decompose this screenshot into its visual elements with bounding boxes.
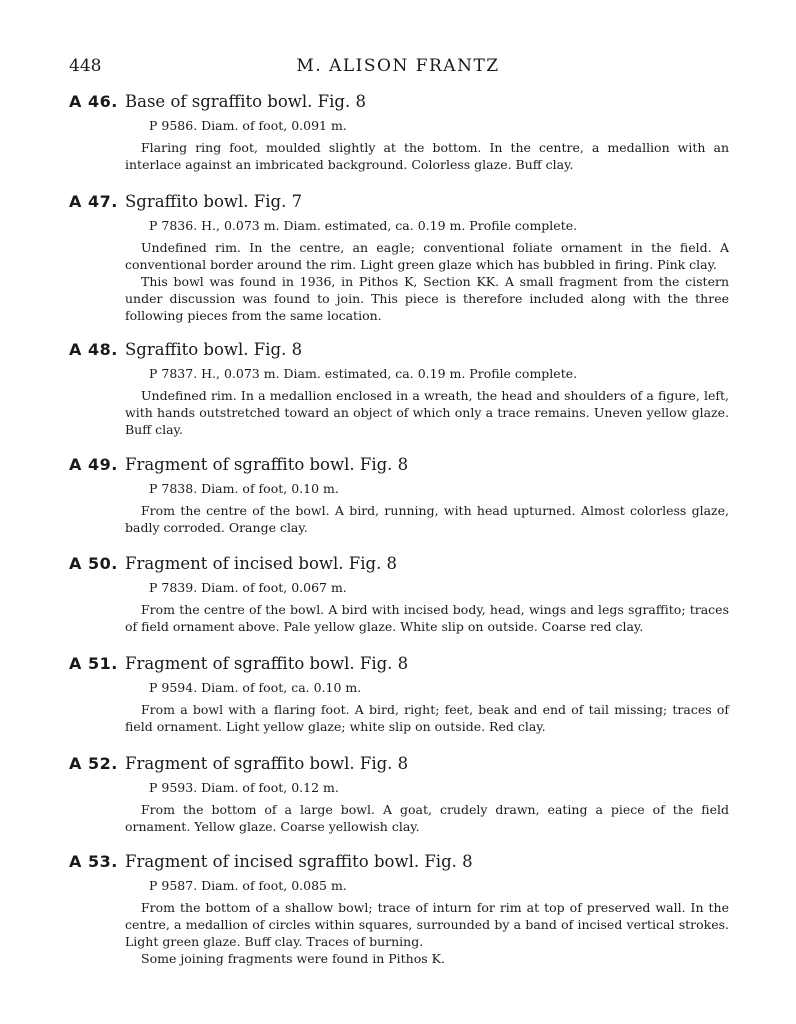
catalog-line: P 7839. Diam. of foot, 0.067 m. [149, 580, 347, 595]
entry-number: A 51. [69, 654, 118, 673]
entry-description: This bowl was found in 1936, in Pithos K, Section KK. A small fragment from the cistern under discussion was found to join. This piece is therefore included along with the three following pieces from the same location. [125, 274, 729, 323]
entry-number: A 48. [69, 340, 118, 359]
entry-description: Undefined rim. In the centre, an eagle; conventional foliate ornament in the field. A conventional border around the rim. Light green glaze which has bubbled in firing. Pink clay. [125, 240, 729, 272]
entry-description: From the bottom of a large bowl. A goat, crudely drawn, eating a piece of the field ornament. Yellow glaze. Coarse yellowish clay. [125, 802, 729, 834]
entry-number: A 47. [69, 192, 118, 211]
page-number: 448 [69, 56, 102, 76]
entry-number: A 50. [69, 554, 118, 573]
catalog-entry-a50 [69, 554, 729, 635]
entry-number: A 49. [69, 455, 118, 474]
entry-description: Flaring ring foot, moulded slightly at the bottom. In the centre, a medallion with an interlace against an imbricated background. Colorless glaze. Buff clay. [125, 140, 729, 172]
entry-title: Fragment of sgraffito bowl. Fig. 8 [125, 654, 409, 673]
entry-description: From the centre of the bowl. A bird with incised body, head, wings and legs sgraffito; traces of field ornament above. Pale yellow glaze. White slip on outside. Coarse red clay. [125, 602, 729, 634]
entry-title: Sgraffito bowl. Fig. 8 [125, 340, 303, 359]
running-head [69, 56, 727, 80]
entry-description: From a bowl with a flaring foot. A bird, right; feet, beak and end of tail missing; traces of field ornament. Light yellow glaze; white slip on outside. Red clay. [125, 702, 729, 734]
catalog-line: P 9593. Diam. of foot, 0.12 m. [149, 780, 339, 795]
catalog-entry-a52 [69, 754, 729, 835]
catalog-line: P 7836. H., 0.073 m. Diam. estimated, ca. 0.19 m. Profile complete. [149, 218, 578, 233]
catalog-line: P 9594. Diam. of foot, ca. 0.10 m. [149, 680, 362, 695]
catalog-entry-a49 [69, 455, 729, 536]
entry-title: Fragment of sgraffito bowl. Fig. 8 [125, 455, 409, 474]
entry-title: Fragment of sgraffito bowl. Fig. 8 [125, 754, 409, 773]
entry-description: From the centre of the bowl. A bird, running, with head upturned. Almost colorless glaze, badly corroded. Orange clay. [125, 503, 729, 535]
catalog-line: P 9586. Diam. of foot, 0.091 m. [149, 118, 347, 133]
running-head-author: M. ALISON FRANTZ [296, 56, 500, 76]
entry-title: Fragment of incised bowl. Fig. 8 [125, 554, 398, 573]
catalog-line: P 7837. H., 0.073 m. Diam. estimated, ca. 0.19 m. Profile complete. [149, 366, 578, 381]
entry-number: A 53. [69, 852, 118, 871]
entry-description: Undefined rim. In a medallion enclosed in a wreath, the head and shoulders of a figure, left, with hands outstretched toward an object of which only a trace remains. Uneven yellow glaze. Buff clay. [125, 388, 729, 437]
entry-number: A 46. [69, 92, 118, 111]
catalog-entry-a47 [69, 192, 729, 324]
catalog-entry-a51 [69, 654, 729, 735]
catalog-line: P 7838. Diam. of foot, 0.10 m. [149, 481, 339, 496]
catalog-entry-a46 [69, 92, 729, 173]
entry-title: Sgraffito bowl. Fig. 7 [125, 192, 303, 211]
entry-title: Fragment of incised sgraffito bowl. Fig. 8 [125, 852, 473, 871]
entry-number: A 52. [69, 754, 118, 773]
entry-title: Base of sgraffito bowl. Fig. 8 [125, 92, 366, 111]
catalog-entry-a53 [69, 852, 729, 967]
entry-description: Some joining fragments were found in Pithos K. [141, 951, 445, 966]
catalog-line: P 9587. Diam. of foot, 0.085 m. [149, 878, 347, 893]
catalog-entry-a48 [69, 340, 729, 438]
entry-description: From the bottom of a shallow bowl; trace of inturn for rim at top of preserved wall. In the centre, a medallion of circles within squares, surrounded by a band of incised vertical strokes. Light green glaze. Buff clay. Traces of burning. [125, 900, 729, 949]
